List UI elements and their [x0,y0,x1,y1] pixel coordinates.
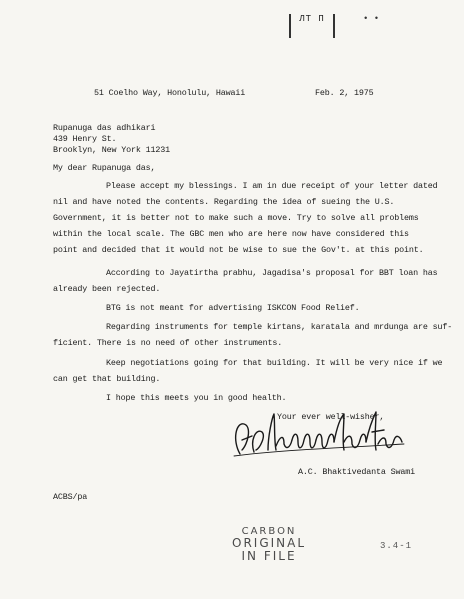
paragraph-2 [53,268,438,294]
paragraph-line: within the local scale. The GBC men who are here now have considered this [53,229,409,239]
recipient-name: Rupanuga das adhikari [53,123,156,133]
recipient-city: Brooklyn, New York 11231 [53,145,171,155]
paragraph-line: ficient. There is no need of other instruments. [53,338,283,348]
paragraph-3 [53,303,360,313]
stamp-line-in-file: IN FILE [241,549,297,563]
paragraph-line: BTG is not meant for advertising ISKCON Food Relief. [106,303,360,313]
stamp-line-original: ORIGINAL [232,536,307,550]
closing: Your ever well-wisher, [277,412,385,422]
paragraph-line: point and decided that it would not be wise to sue the Gov't. at this point. [53,245,424,255]
stamp-marks-bottom-right: 3.4-1 [380,541,413,551]
carbon-original-stamp [232,526,306,563]
paragraph-line: I hope this meets you in good health. [106,393,287,403]
paragraph-line: already been rejected. [53,284,161,294]
recipient-street: 439 Henry St. [53,134,117,144]
handwritten-signature [228,410,408,460]
salutation: My dear Rupanuga das, [53,163,156,173]
file-stamp-top-text: ЛТ П [299,14,325,24]
paragraph-6 [53,393,286,403]
signer-name: A.C. Bhaktivedanta Swami [298,467,416,477]
paragraph-line: Keep negotiations going for that building. It will be very nice if we [106,358,443,368]
stamp-marks-top-right: • • [363,14,380,24]
paragraph-5 [53,358,442,384]
paragraph-4 [53,322,452,348]
reference-initials: ACBS/pa [53,492,88,502]
stamp-line-carbon: CARBON [241,526,297,537]
sender-address: 51 Coelho Way, Honolulu, Hawaii [94,88,246,98]
paragraph-line: Please accept my blessings. I am in due receipt of your letter dated [106,181,438,191]
paragraph-line: Government, it is better not to make such a move. Try to solve all problems [53,213,419,223]
paragraph-line: Regarding instruments for temple kirtans, karatala and mrdunga are suf- [106,322,453,332]
file-stamp-top [289,14,335,38]
paragraph-1 [53,181,438,255]
paragraph-line: According to Jayatirtha prabhu, Jagadisa's proposal for BBT loan has [106,268,438,278]
paragraph-line: can get that building. [53,374,161,384]
letter-date: Feb. 2, 1975 [315,88,374,98]
paragraph-line: nil and have noted the contents. Regarding the idea of sueing the U.S. [53,197,395,207]
